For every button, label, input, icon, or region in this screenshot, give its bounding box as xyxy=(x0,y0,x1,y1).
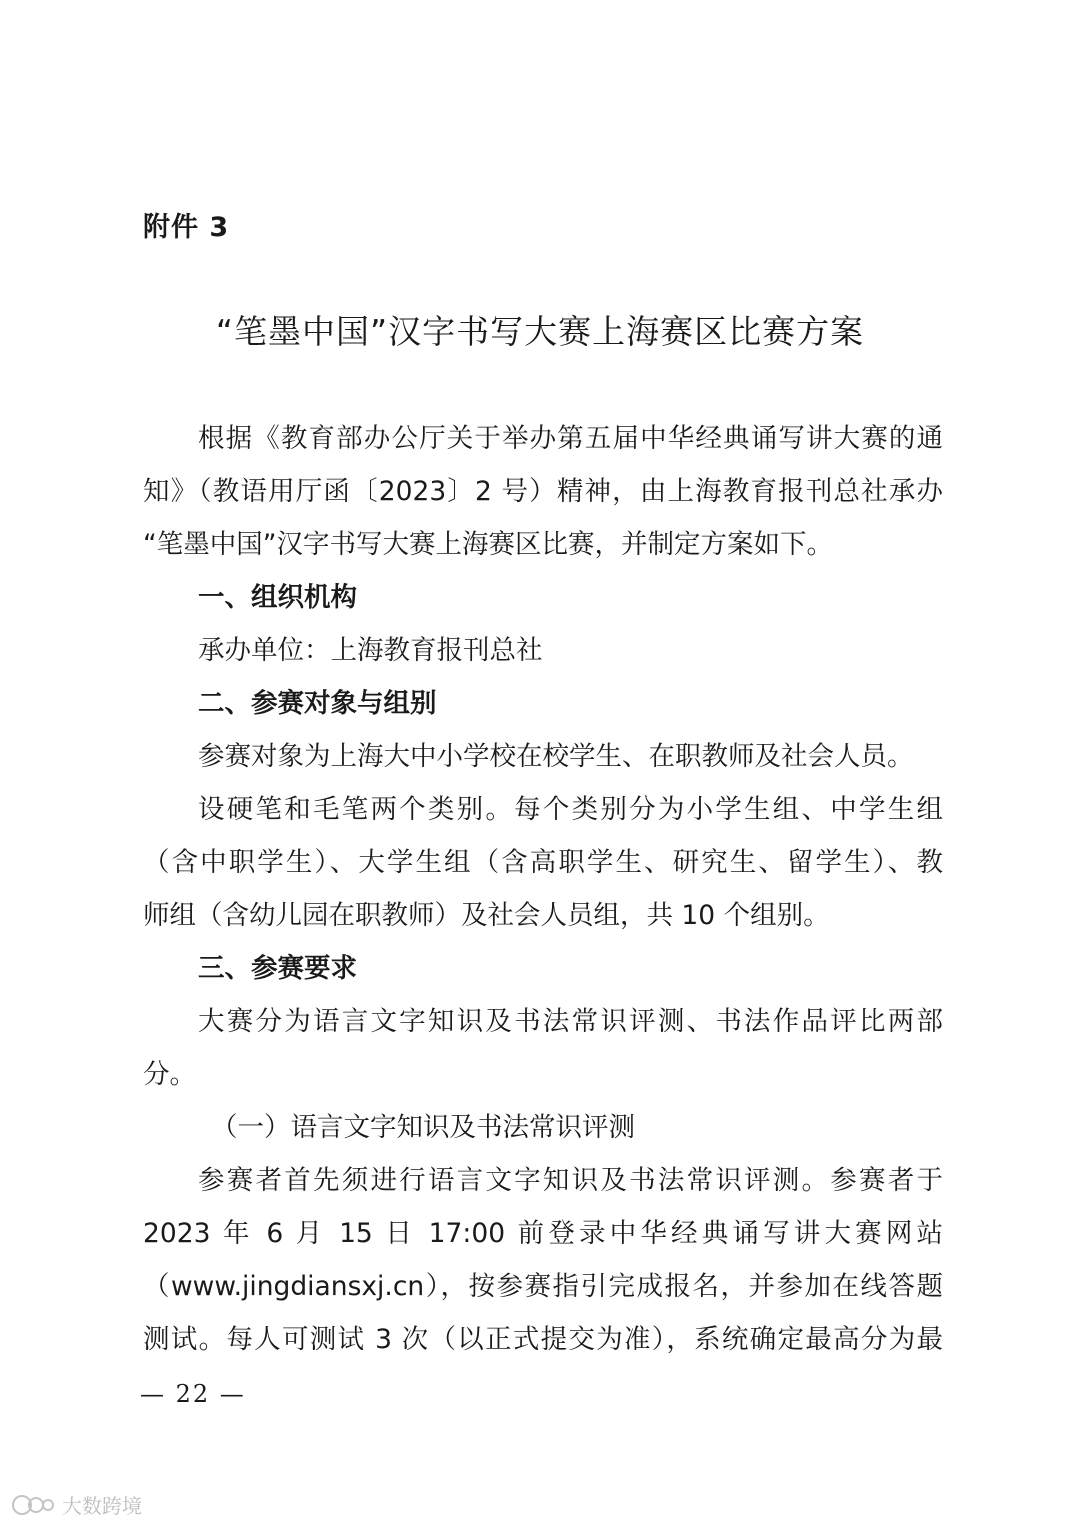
watermark-text: 大数跨境 xyxy=(62,1494,142,1518)
document-body xyxy=(143,412,943,1366)
participants-text: 参赛对象为上海大中小学校在校学生、在职教师及社会人员。 xyxy=(198,741,914,772)
subsection-1-line-1: 参赛者首先须进行语言文字知识及书法常识评测。参赛者于 xyxy=(198,1165,943,1196)
section-3-heading: 三、参赛要求 xyxy=(198,953,357,984)
subsection-1-line-4: 测试。每人可测试 3 次（以正式提交为准），系统确定最高分为最 xyxy=(143,1324,943,1355)
section-1-heading: 一、组织机构 xyxy=(198,582,357,613)
intro-line-2: 知》（教语用厅函〔2023〕2 号）精神，由上海教育报刊总社承办 xyxy=(143,476,943,507)
attachment-label: 附件 3 xyxy=(143,212,230,243)
subsection-1-line-3: （www.jingdiansxj.cn），按参赛指引完成报名，并参加在线答题 xyxy=(143,1271,943,1302)
intro-line-3: “笔墨中国”汉字书写大赛上海赛区比赛，并制定方案如下。 xyxy=(143,529,833,560)
watermark xyxy=(12,1490,142,1519)
section-2-heading: 二、参赛对象与组别 xyxy=(198,688,437,719)
brand-logo-icon xyxy=(12,1492,56,1518)
subsection-1-heading: （一）语言文字知识及书法常识评测 xyxy=(211,1112,635,1143)
requirements-line-2: 分。 xyxy=(143,1059,196,1090)
requirements-line-1: 大赛分为语言文字知识及书法常识评测、书法作品评比两部 xyxy=(198,1006,943,1037)
organizer-text: 承办单位：上海教育报刊总社 xyxy=(198,635,543,666)
intro-line-1: 根据《教育部办公厅关于举办第五届中华经典诵写讲大赛的通 xyxy=(198,423,943,454)
groups-line-2: （含中职学生）、大学生组（含高职学生、研究生、留学生）、教 xyxy=(143,847,943,878)
page-number: — 22 — xyxy=(140,1380,246,1408)
groups-line-1: 设硬笔和毛笔两个类别。每个类别分为小学生组、中学生组 xyxy=(198,794,943,825)
subsection-1-line-2: 2023 年 6 月 15 日 17:00 前登录中华经典诵写讲大赛网站 xyxy=(143,1218,943,1249)
document-title: “笔墨中国”汉字书写大赛上海赛区比赛方案 xyxy=(215,312,865,351)
groups-line-3: 师组（含幼儿园在职教师）及社会人员组，共 10 个组别。 xyxy=(143,900,830,931)
